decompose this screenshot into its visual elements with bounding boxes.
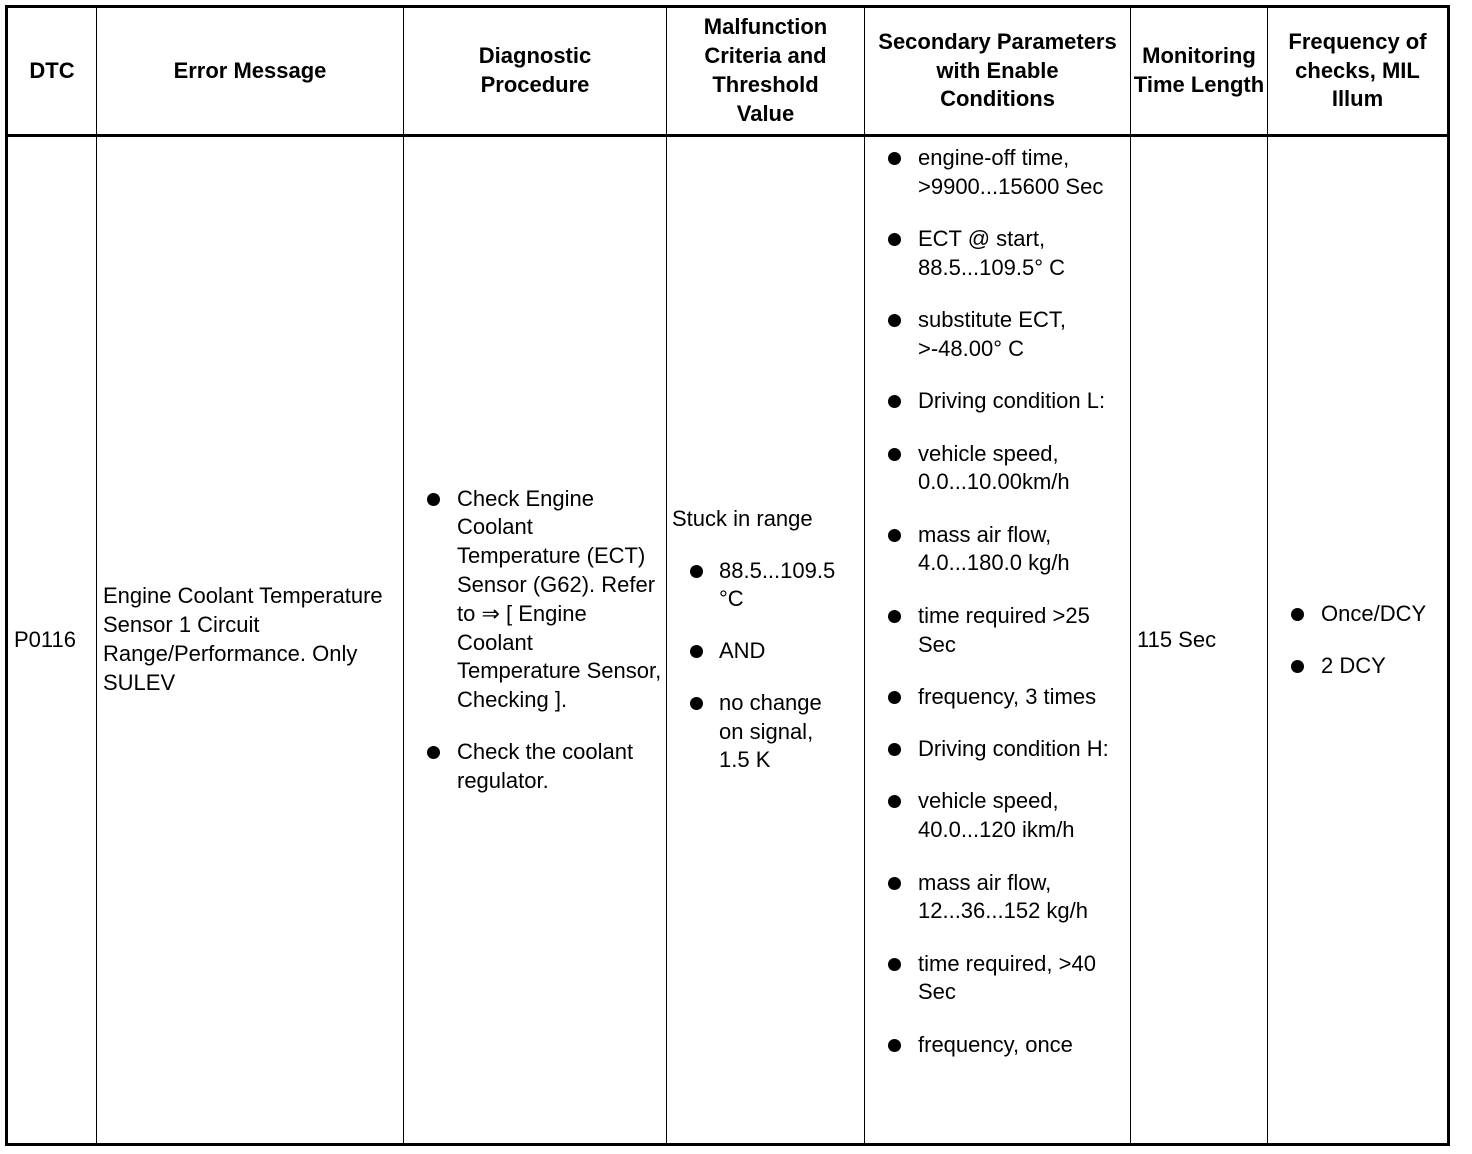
parameter-item: ECT @ start, 88.5...109.5° C: [918, 226, 1066, 280]
list-item: [865, 521, 1130, 579]
bullet-icon: [427, 746, 440, 759]
bullet-icon: [888, 743, 901, 756]
procedure-step: Check the coolant regulator.: [457, 738, 634, 793]
bullet-icon: [888, 314, 901, 327]
criteria-list: [667, 557, 864, 776]
bullet-icon: [888, 877, 901, 890]
header-diagnostic-procedure: Diagnostic Procedure: [404, 7, 667, 136]
header-dtc: DTC: [7, 7, 97, 136]
list-item: [865, 602, 1130, 660]
list-item: [865, 387, 1130, 416]
bullet-icon: [888, 691, 901, 704]
procedure-list: [404, 485, 666, 796]
frequency-item: 2 DCY: [1321, 652, 1386, 678]
table-row: [7, 136, 1449, 1145]
list-item: [1268, 600, 1447, 629]
list-item: [865, 306, 1130, 364]
dtc-table: [5, 5, 1450, 1146]
bullet-icon: [690, 565, 703, 578]
header-secondary-parameters: Secondary Parameters with Enable Conditions: [865, 7, 1131, 136]
list-item: [404, 485, 666, 715]
bullet-icon: [888, 448, 901, 461]
frequency-item: Once/DCY: [1321, 600, 1427, 626]
secondary-parameter-list: [865, 137, 1130, 1060]
list-item: [865, 683, 1130, 712]
parameter-item: time required, >40 Sec: [918, 950, 1096, 1005]
list-item: [667, 689, 864, 775]
parameter-item: mass air flow, 12...36...152 kg/h: [918, 869, 1089, 924]
header-malfunction-criteria: Malfunction Criteria and Threshold Value: [667, 7, 865, 136]
criteria-item: no change on signal, 1.5 K: [719, 689, 822, 773]
header-frequency: Frequency of checks, MIL Illum: [1268, 7, 1449, 136]
parameter-item: Driving condition L:: [918, 388, 1106, 414]
table-header-row: [7, 7, 1449, 136]
bullet-icon: [888, 529, 901, 542]
parameter-item: frequency, once: [918, 1031, 1073, 1057]
cell-secondary-parameters: [865, 136, 1131, 1145]
list-item: [667, 637, 864, 666]
parameter-item: vehicle speed, 40.0...120 ikm/h: [918, 788, 1075, 843]
list-item: [865, 787, 1130, 845]
list-item: [865, 950, 1130, 1008]
parameter-item: time required >25 Sec: [918, 602, 1090, 657]
bullet-icon: [427, 493, 440, 506]
parameter-item: vehicle speed, 0.0...10.00km/h: [918, 440, 1070, 495]
list-item: [865, 735, 1130, 764]
cell-malfunction-criteria: [667, 136, 865, 1145]
cell-frequency: [1268, 136, 1449, 1145]
cell-diagnostic-procedure: [404, 136, 667, 1145]
bullet-icon: [888, 1039, 901, 1052]
bullet-icon: [888, 233, 901, 246]
list-item: [667, 557, 864, 615]
bullet-icon: [888, 610, 901, 623]
cell-monitoring-time: 115 Sec: [1131, 136, 1268, 1145]
list-item: [865, 225, 1130, 283]
list-item: [865, 869, 1130, 927]
bullet-icon: [690, 697, 703, 710]
parameter-item: Driving condition H:: [918, 736, 1109, 762]
list-item: [404, 738, 666, 796]
parameter-item: substitute ECT, >-48.00° C: [918, 307, 1066, 361]
bullet-icon: [1291, 608, 1304, 621]
list-item: [1268, 652, 1447, 681]
list-item: [865, 1031, 1130, 1060]
bullet-icon: [1291, 660, 1304, 673]
bullet-icon: [690, 645, 703, 658]
parameter-item: frequency, 3 times: [918, 683, 1097, 709]
frequency-list: [1268, 600, 1447, 681]
list-item: [865, 144, 1130, 202]
criteria-lead: Stuck in range: [672, 505, 813, 531]
cell-dtc-code: P0116: [7, 136, 97, 1145]
bullet-icon: [888, 958, 901, 971]
cell-error-message: Engine Coolant Temperature Sensor 1 Circuit Range/Performance. Only SULEV: [97, 136, 404, 1145]
bullet-icon: [888, 795, 901, 808]
header-error-message: Error Message: [97, 7, 404, 136]
bullet-icon: [888, 152, 901, 165]
parameter-item: engine-off time, >9900...15600 Sec: [918, 145, 1104, 199]
procedure-step: Check Engine Coolant Temperature (ECT) Sensor (G62). Refer to ⇒ [ Engine Coolant Temperature Sensor, Checking ].: [457, 485, 662, 713]
header-monitoring-time: Monitoring Time Length: [1131, 7, 1268, 136]
parameter-item: mass air flow, 4.0...180.0 kg/h: [918, 521, 1070, 576]
bullet-icon: [888, 395, 901, 408]
criteria-item: AND: [719, 638, 766, 664]
criteria-item: 88.5...109.5 °C: [719, 557, 836, 612]
dtc-table-page: [5, 5, 1447, 1146]
list-item: [865, 440, 1130, 498]
